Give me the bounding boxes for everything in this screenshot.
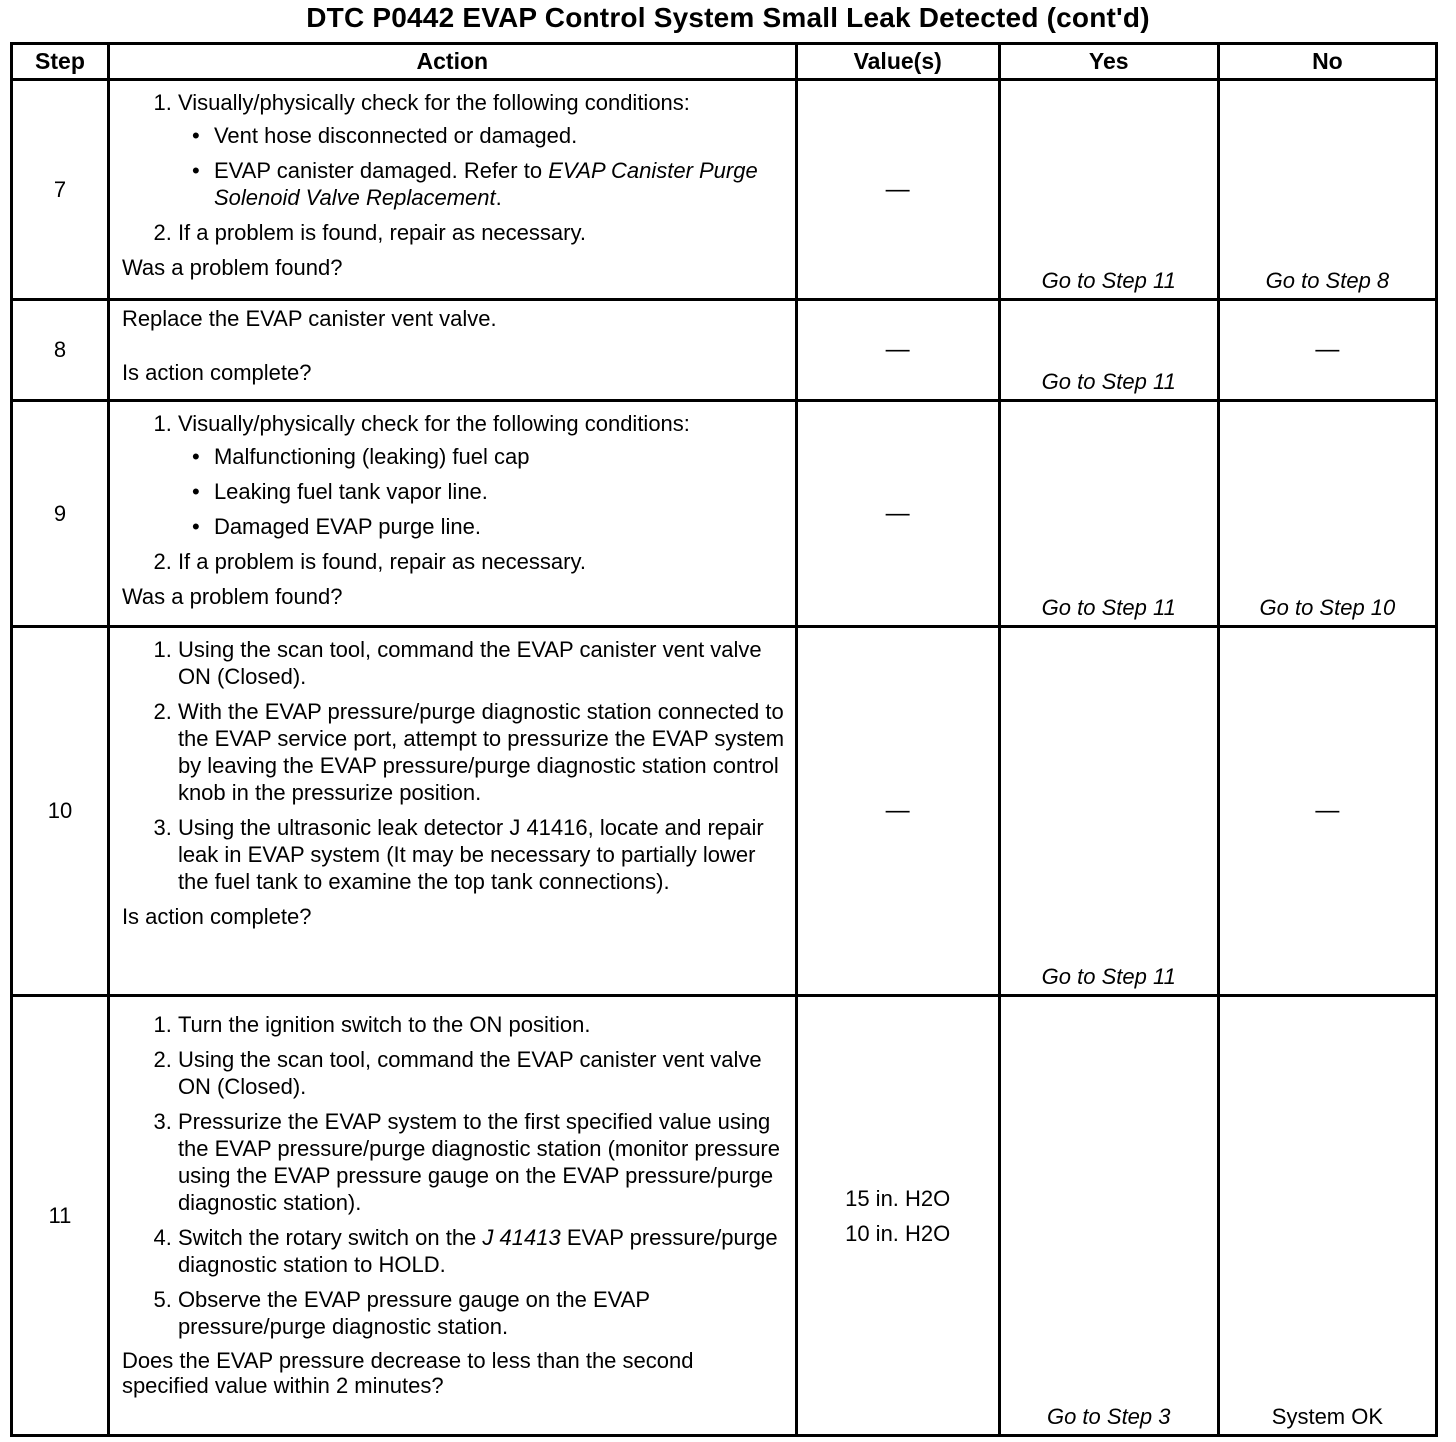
yes-cell: Go to Step 11	[999, 80, 1218, 300]
list-item: 2. If a problem is found, repair as necessary.	[178, 219, 785, 246]
action-text: Visually/physically check for the following conditions:	[177, 90, 690, 115]
yes-cell: Go to Step 3	[999, 996, 1218, 1436]
list-item	[178, 89, 785, 211]
bullet-item	[214, 157, 785, 211]
table-row	[12, 996, 1437, 1436]
no-cell: Go to Step 8	[1218, 80, 1436, 300]
action-text: EVAP canister damaged. Refer to	[213, 158, 549, 183]
action-text: Replace the EVAP canister vent valve.	[121, 306, 497, 331]
action-text: Switch the rotary switch on the	[177, 1225, 483, 1250]
header-step: Step	[12, 44, 109, 80]
list-item: 1. Using the scan tool, command the EVAP canister vent valve ON (Closed).	[178, 636, 785, 690]
action-text: EVAP pressure/purge diagnostic station to HOLD.	[177, 1225, 778, 1277]
value-cell: —	[796, 401, 999, 627]
question-text: Was a problem found?	[121, 584, 343, 609]
header-row	[12, 44, 1437, 80]
list-item: 3. Pressurize the EVAP system to the first specified value using the EVAP pressure/purge diagnostic station (monitor pressure using the EVAP pressure gauge on the EVAP pressure/purge diagnostic station).	[178, 1108, 785, 1216]
question-text: Was a problem found?	[121, 255, 343, 280]
list-item: 2. With the EVAP pressure/purge diagnostic station connected to the EVAP service port, attempt to pressurize the EVAP system by leaving the EVAP pressure/purge diagnostic station control knob in the pressurize position.	[178, 698, 785, 806]
action-cell	[108, 80, 796, 300]
value-cell: —	[796, 627, 999, 996]
page-title: DTC P0442 EVAP Control System Small Leak Detected (cont'd)	[306, 2, 1150, 33]
bullet-item: • Vent hose disconnected or damaged.	[214, 122, 785, 149]
step-number: 10	[12, 627, 109, 996]
list-item: 2. Using the scan tool, command the EVAP canister vent valve ON (Closed).	[178, 1046, 785, 1100]
no-cell: —	[1218, 300, 1436, 401]
action-text: .	[495, 185, 502, 210]
list-item: 5. Observe the EVAP pressure gauge on the EVAP pressure/purge diagnostic station.	[178, 1286, 785, 1340]
header-values: Value(s)	[796, 44, 999, 80]
bullet-item: • Malfunctioning (leaking) fuel cap	[214, 443, 785, 470]
header-yes: Yes	[999, 44, 1218, 80]
step-number: 7	[12, 80, 109, 300]
no-cell: Go to Step 10	[1218, 401, 1436, 627]
step-number: 11	[12, 996, 109, 1436]
list-item: 1. Turn the ignition switch to the ON position.	[178, 1011, 785, 1038]
reference-text: J 41413	[482, 1225, 561, 1250]
action-cell	[108, 996, 796, 1436]
bullet-item: • Damaged EVAP purge line.	[214, 513, 785, 540]
diagnostic-table	[10, 42, 1438, 1437]
table-row	[12, 627, 1437, 996]
value-first: 15 in. H2O	[845, 1185, 951, 1211]
step-number: 8	[12, 300, 109, 401]
list-item	[178, 1224, 785, 1278]
list-item: 2. If a problem is found, repair as necessary.	[178, 548, 785, 575]
table-row	[12, 80, 1437, 300]
yes-cell: Go to Step 11	[999, 401, 1218, 627]
no-cell: System OK	[1218, 996, 1436, 1436]
header-action: Action	[108, 44, 796, 80]
table-row	[12, 401, 1437, 627]
no-cell: —	[1218, 627, 1436, 996]
question-text: Is action complete?	[121, 904, 312, 929]
question-text: Does the EVAP pressure decrease to less than the second specified value within 2 minutes?	[121, 1348, 694, 1398]
yes-cell: Go to Step 11	[999, 300, 1218, 401]
action-cell	[108, 401, 796, 627]
value-cell: —	[796, 300, 999, 401]
step-number: 9	[12, 401, 109, 627]
value-cell	[796, 996, 999, 1436]
value-cell: —	[796, 80, 999, 300]
list-item	[178, 410, 785, 540]
table-row	[12, 300, 1437, 401]
action-cell	[108, 300, 796, 401]
bullet-item: • Leaking fuel tank vapor line.	[214, 478, 785, 505]
action-cell	[108, 627, 796, 996]
header-no: No	[1218, 44, 1436, 80]
list-item: 3. Using the ultrasonic leak detector J 41416, locate and repair leak in EVAP system (It may be necessary to partially lower the fuel tank to examine the top tank connections).	[178, 814, 785, 895]
action-text: Visually/physically check for the following conditions:	[177, 411, 690, 436]
reference-text: EVAP Canister Purge Solenoid Valve Replacement	[213, 158, 758, 210]
yes-cell: Go to Step 11	[999, 627, 1218, 996]
question-text: Is action complete?	[121, 360, 312, 385]
value-second: 10 in. H2O	[845, 1220, 951, 1246]
